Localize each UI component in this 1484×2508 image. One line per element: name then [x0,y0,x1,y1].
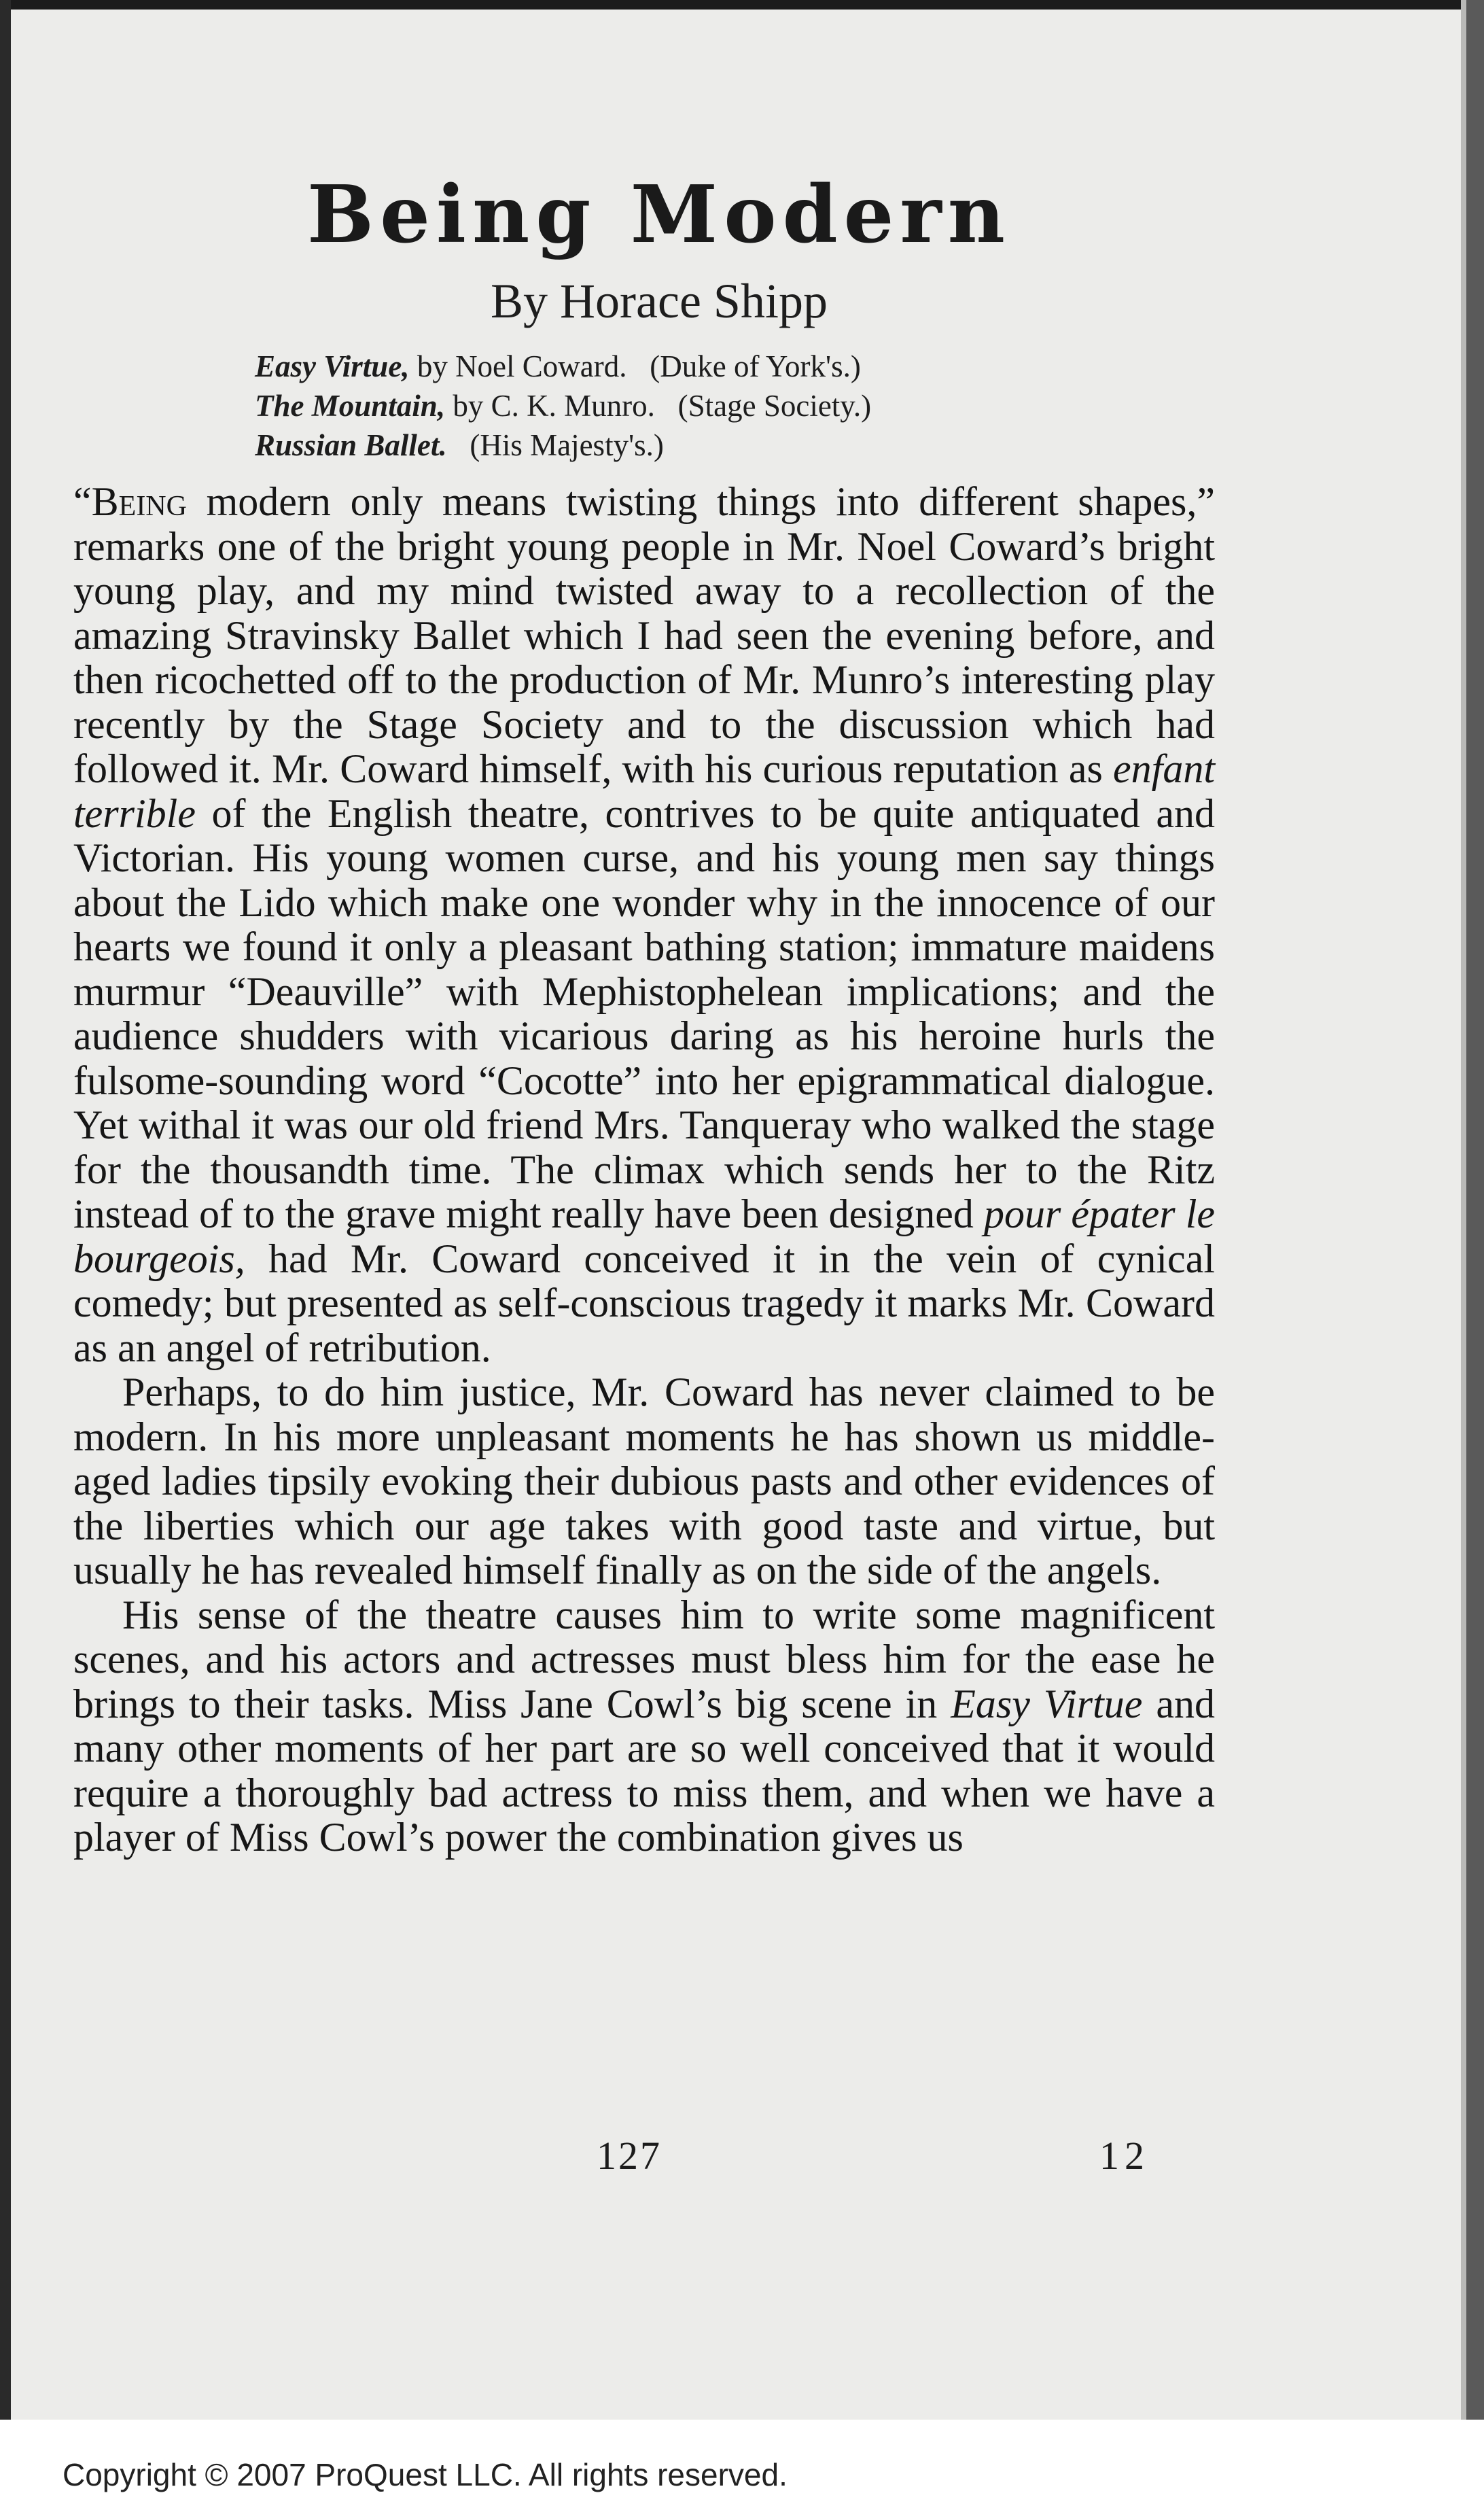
paragraph-text: had Mr. Coward conceived it in the vein of cynical comedy; but presented as self-conscious tragedy it marks Mr. Coward as an angel of retribution. [73,1236,1215,1370]
work-details: by C. K. Munro. (Stage Society.) [445,389,872,423]
article-byline: By Horace Shipp [491,274,828,328]
copyright-notice: Copyright © 2007 ProQuest LLC. All rights reserved. [63,2457,788,2492]
paragraph-text: modern only means twisting things into different shapes,” remarks one of the bright young people in Mr. Noel Coward’s bright young play, and my mind twisted away to a recollection of the amazing Stravinsky Ballet which I had seen the evening before, and then ricochetted off to the production of Mr. Munro’s interesting play recently by the Stage Society and to the discussion which had followed it. Mr. Coward himself, with his curious reputation as [73,479,1215,791]
paragraph-2: Perhaps, to do him justice, Mr. Coward has never claimed to be modern. In his more unpleasant moments he has shown us middle-aged ladies tipsily evoking their dubious pasts and other evidences of the liberties which our age takes with good taste and virtue, but usually he has revealed himself finally as on the side of the angels. [73,1370,1215,1592]
work-details: by Noel Coward. (Duke of York's.) [409,349,861,383]
opening-quote: “ [73,479,92,524]
italic-phrase: enfant terrible [73,746,1215,836]
article-body [73,480,1215,1860]
scan-right-shadow [1461,0,1466,2420]
italic-phrase: pour épater le bourgeois, [73,1191,1216,1281]
page-number: 127 [597,2133,662,2178]
scan-right-edge [1466,0,1484,2420]
work-details: (His Majesty's.) [446,428,664,462]
scan-left-edge [0,0,11,2420]
signature-mark: 12 [1099,2133,1150,2178]
reviewed-work [255,386,871,425]
work-title: Easy Virtue, [255,349,410,383]
paragraph-text: of the English theatre, contrives to be quite antiquated and Victorian. His young women curse, and his young men say things about the Lido which make one wonder why in the innocence of our hearts we found it only a pleasant bathing station; immature maidens murmur “Deauville” with Mephistophelean implications; and the audience shudders with vicarious daring as his heroine hurls the fulsome-sounding word “Cocotte” into her epigrammatical dialogue. Yet withal it was our old friend Mrs. Tanqueray who walked the stage for the thousandth time. The climax which sends her to the Ritz instead of to the grave might really have been designed [73,790,1215,1236]
paragraph-1 [73,480,1215,1370]
scan-top-edge [0,0,1484,10]
work-title: The Mountain, [255,389,446,423]
work-title: Russian Ballet. [255,428,447,462]
small-caps-lead: Being [91,479,187,524]
reviewed-works-list [255,347,871,465]
reviewed-work [255,347,871,386]
italic-phrase: Easy Virtue [951,1681,1143,1726]
article-title: Being Modern [307,169,1011,261]
reviewed-work [255,425,871,465]
paragraph-3 [73,1593,1215,1860]
paragraph-text: His sense of the theatre causes him to write some magnificent scenes, and his actors and actresses must bless him for the ease he brings to their tasks. Miss Jane Cowl’s big scene in [73,1592,1215,1726]
paragraph-text: and many other moments of her part are so well conceived that it would require a thoroughly bad actress to miss them, and when we have a player of Miss Cowl’s power the combination gives us [73,1681,1215,1860]
